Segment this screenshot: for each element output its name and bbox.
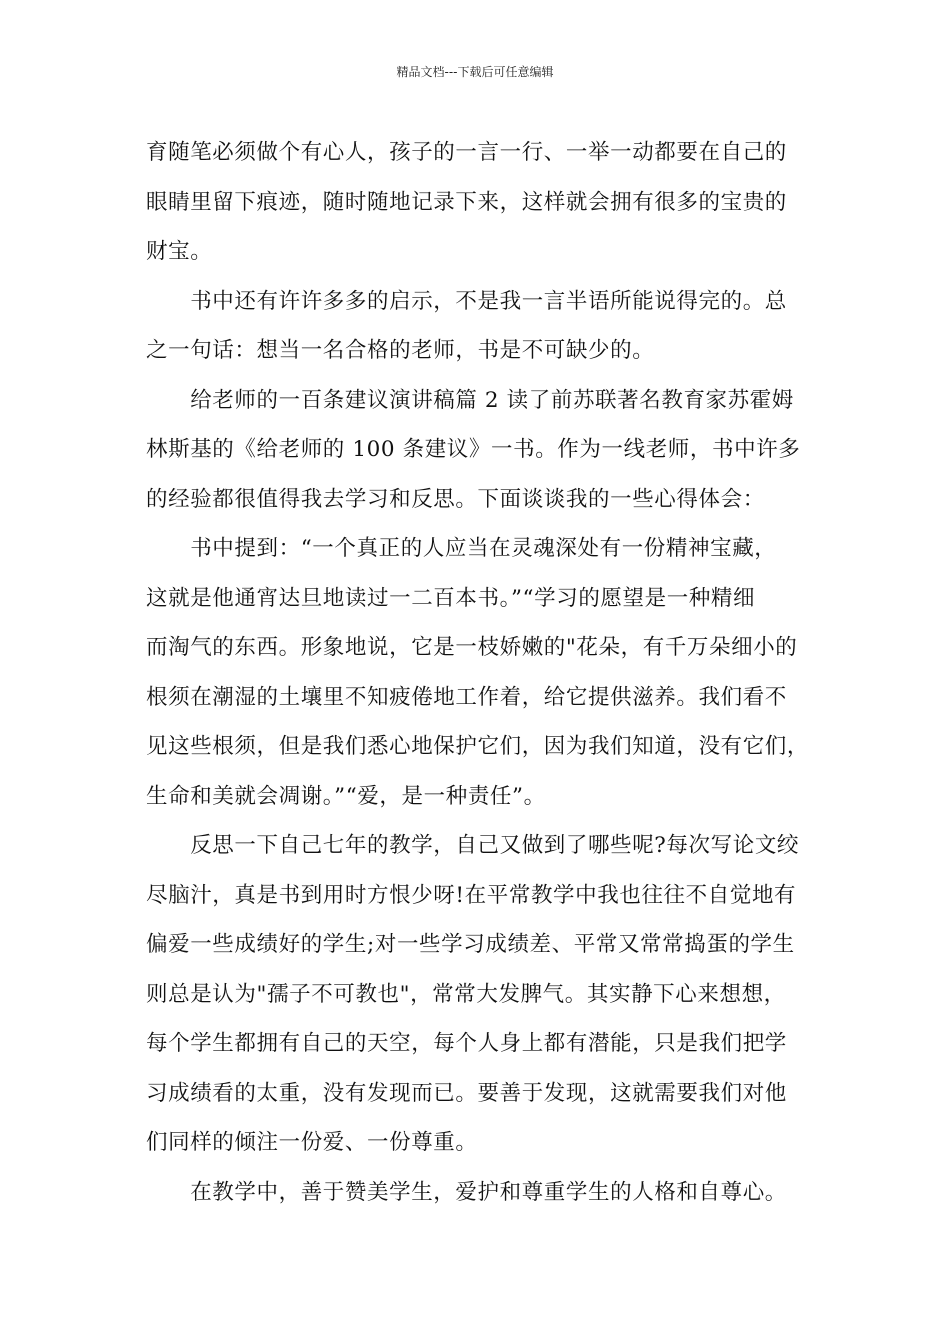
text-line: 的经验都很值得我去学习和反思。下面谈谈我的一些心得体会： (146, 486, 765, 512)
text-line: 根须在潮湿的土壤里不知疲倦地工作着，给它提供滋养。我们看不 (146, 684, 787, 710)
text-line: 之一句话：想当一名合格的老师，书是不可缺少的。 (146, 338, 655, 363)
text-line: 林斯基的《给老师的 100 条建议》一书。作为一线老师，书中许多 (146, 437, 801, 462)
text-line: 们同样的倾注一份爱、一份尊重。 (146, 1130, 478, 1155)
document-body (146, 128, 826, 1217)
text-line: 见这些根须，但是我们悉心地保护它们，因为我们知道，没有它们， (146, 734, 810, 759)
text-line: 偏爱一些成绩好的学生;对一些学习成绩差、平常又常常捣蛋的学生 (146, 932, 795, 957)
text-line: 财宝。 (146, 239, 213, 264)
text-line: 书中还有许许多多的启示，不是我一言半语所能说得完的。总 (146, 288, 787, 314)
text-line: 尽脑汁，真是书到用时方恨少呀!在平常教学中我也往往不自觉地有 (146, 882, 797, 908)
text-line: 给老师的一百条建议演讲稿篇 2 读了前苏联著名教育家苏霍姆 (146, 387, 794, 413)
text-line: 眼睛里留下痕迹，随时随地记录下来，这样就会拥有很多的宝贵的 (146, 189, 787, 215)
text-line: 这就是他通宵达旦地读过一二百本书。”“学习的愿望是一种精细 (146, 585, 756, 611)
page-header: 精品文档---下载后可任意编辑 (396, 65, 554, 79)
text-line: 在教学中，善于赞美学生，爱护和尊重学生的人格和自尊心。 (146, 1179, 787, 1205)
text-line: 反思一下自己七年的教学，自己又做到了哪些呢?每次写论文绞 (146, 833, 800, 858)
text-line: 习成绩看的太重，没有发现而已。要善于发现，这就需要我们对他 (146, 1080, 787, 1106)
text-line: 生命和美就会凋谢。”“爱，是一种责任”。 (146, 783, 546, 809)
text-line: 书中提到：“一个真正的人应当在灵魂深处有一份精神宝藏， (146, 536, 777, 561)
text-line: 而淘气的东西。形象地说，它是一枝娇嫩的"花朵，有千万朵细小的 (146, 635, 798, 660)
text-line: 每个学生都拥有自己的天空，每个人身上都有潜能，只是我们把学 (146, 1031, 787, 1056)
text-line: 则总是认为"孺子不可教也"，常常大发脾气。其实静下心来想想， (146, 981, 786, 1007)
text-line: 育随笔必须做个有心人，孩子的一言一行、一举一动都要在自己的 (146, 140, 787, 165)
